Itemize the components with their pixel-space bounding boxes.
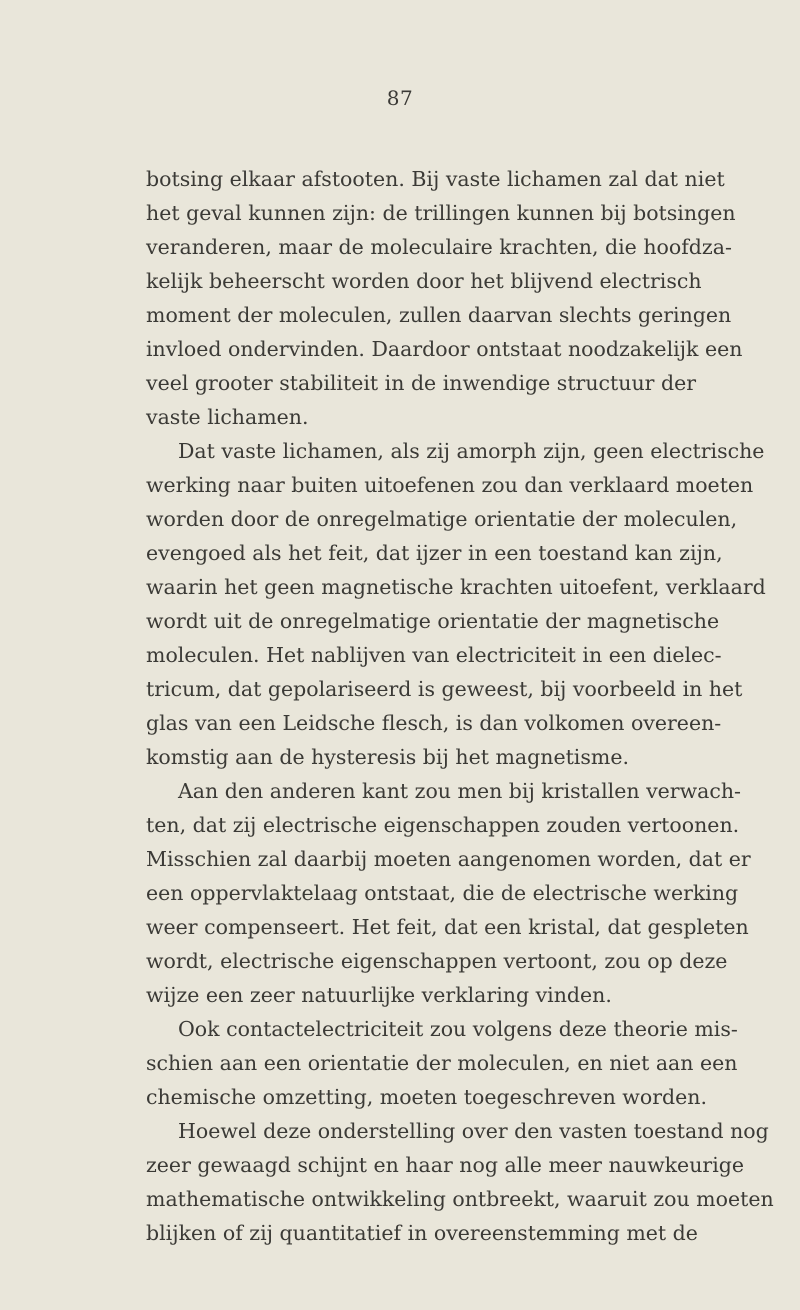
text-line: een oppervlaktelaag ontstaat, die de electrische werking [146, 881, 739, 905]
text-line: het geval kunnen zijn: de trillingen kunnen bij botsingen [146, 201, 736, 225]
text-line: glas van een Leidsche flesch, is dan volkomen overeen- [146, 711, 722, 735]
text-line: waarin het geen magnetische krachten uitoefent, verklaard [146, 575, 766, 599]
text-line: mathematische ontwikkeling ontbreekt, waaruit zou moeten [146, 1187, 774, 1211]
text-line: wordt uit de onregelmatige orientatie der magnetische [146, 609, 720, 633]
text-line: tricum, dat gepolariseerd is geweest, bij voorbeeld in het [146, 677, 743, 701]
text-line: zeer gewaagd schijnt en haar nog alle meer nauwkeurige [146, 1153, 745, 1177]
text-line: Hoewel deze onderstelling over den vasten toestand nog [178, 1119, 769, 1143]
text-line: schien aan een orientatie der moleculen, en niet aan een [146, 1051, 738, 1075]
text-line: ten, dat zij electrische eigenschappen zouden vertoonen. [146, 813, 740, 837]
text-line: moleculen. Het nablijven van electriciteit in een dielec- [146, 643, 722, 667]
paragraph [146, 1114, 774, 1250]
text-line: werking naar buiten uitoefenen zou dan verklaard moeten [146, 473, 754, 497]
text-line: Ook contactelectriciteit zou volgens deze theorie mis- [178, 1017, 738, 1041]
paragraph [146, 162, 743, 434]
text-line: evengoed als het feit, dat ijzer in een toestand kan zijn, [146, 541, 723, 565]
text-line: komstig aan de hysteresis bij het magnetisme. [146, 745, 629, 769]
text-line: botsing elkaar afstooten. Bij vaste lichamen zal dat niet [146, 167, 725, 191]
text-line: invloed ondervinden. Daardoor ontstaat noodzakelijk een [146, 337, 743, 361]
text-line: Aan den anderen kant zou men bij kristallen verwach- [178, 779, 741, 803]
text-line: blijken of zij quantitatief in overeenstemming met de [146, 1221, 698, 1245]
text-line: veel grooter stabiliteit in de inwendige structuur der [146, 371, 697, 395]
text-line: Misschien zal daarbij moeten aangenomen worden, dat er [146, 847, 751, 871]
text-line: moment der moleculen, zullen daarvan slechts geringen [146, 303, 732, 327]
paragraph [146, 1012, 738, 1114]
body-text [146, 162, 774, 1250]
paragraph [146, 434, 766, 774]
text-line: kelijk beheerscht worden door het blijvend electrisch [146, 269, 702, 293]
text-line: Dat vaste lichamen, als zij amorph zijn, geen electrische [178, 439, 765, 463]
page-number: 87 [386, 86, 414, 110]
text-line: chemische omzetting, moeten toegeschreven worden. [146, 1085, 707, 1109]
text-line: wordt, electrische eigenschappen vertoont, zou op deze [146, 949, 728, 973]
text-line: weer compenseert. Het feit, dat een kristal, dat gespleten [146, 915, 749, 939]
text-line: wijze een zeer natuurlijke verklaring vinden. [146, 983, 612, 1007]
text-line: veranderen, maar de moleculaire krachten, die hoofdza- [146, 235, 732, 259]
paragraph [146, 774, 751, 1012]
text-line: worden door de onregelmatige orientatie der moleculen, [146, 507, 738, 531]
text-line: vaste lichamen. [146, 405, 309, 429]
